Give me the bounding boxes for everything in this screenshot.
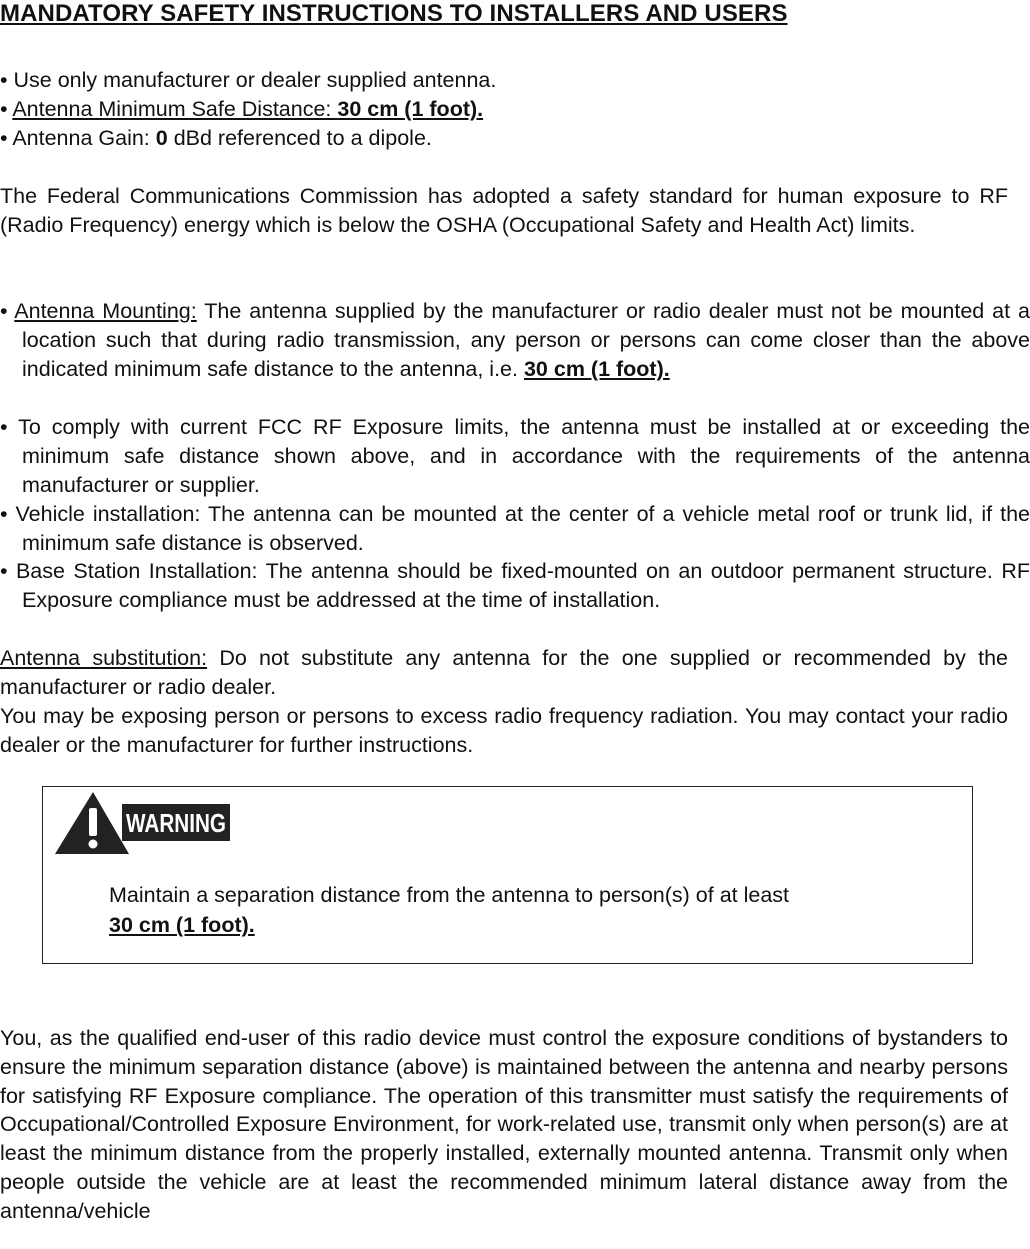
substitution-paragraph [0,644,1008,702]
exposure-warning-paragraph: You may be exposing person or persons to excess radio frequency radiation. You may contact your radio dealer or the manufacturer for further instructions. [0,704,1008,757]
spec-gain [0,124,1008,153]
final-paragraph: You, as the qualified end-user of this radio device must control the exposure conditions of bystanders to ensure the minimum separation distance (above) is maintained between the antenna and nearby persons for satisfying RF Exposure compliance. The operation of this transmitter must satisfy the requirements of Occupational/Controlled Exposure Environment, for work-related use, transmit only when person(s) are at least the minimum distance from the properly installed, externally mounted antenna. Transmit only when people outside the vehicle are at least the recommended minimum lateral distance away from the antenna/vehicle [0,1026,1008,1223]
substitution-text: Do not substitute any antenna for the one supplied or recommended by the manufacturer or radio dealer. [0,646,1009,699]
mounting-text: The antenna supplied by the manufacturer or radio dealer must not be mounted at a location such that during radio transmission, any person or persons can come closer than the above indicated minimum safe distance to the antenna, i.e. [22,299,1030,381]
warning-badge-text: WARNING [126,808,226,838]
warning-box [42,786,973,964]
min-distance-label [12,97,483,121]
gain-label: • Antenna Gain: [0,125,156,150]
fcc-paragraph: The Federal Communications Commission has adopted a safety standard for human exposure to RF (Radio Frequency) energy which is below the OSHA (Occupational Safety and Health Act) limits. [0,184,1008,237]
page-title: MANDATORY SAFETY INSTRUCTIONS TO INSTALLERS AND USERS [0,0,788,27]
gain-rest: dBd referenced to a dipole. [167,125,432,150]
spec-min-distance [0,95,1008,124]
spec-antenna-use: • Use only manufacturer or dealer supplied antenna. [0,68,497,92]
mounting-value: 30 cm (1 foot). [523,356,670,381]
vehicle-bullet: • Vehicle installation: The antenna can be mounted at the center of a vehicle metal roof or trunk lid, if the minimum safe distance is observed. [0,502,1030,555]
bullet: • [0,299,15,323]
antenna-specs [0,66,1008,152]
substitution-label: Antenna substitution: [0,646,208,670]
exclamation-bar [89,808,97,836]
exclamation-dot [89,840,98,849]
compliance-bullet: • To comply with current FCC RF Exposure limits, the antenna must be installed at or exceeding the minimum safe distance shown above, and in accordance with the requirements of the antenna manufacturer or supplier. [0,415,1030,497]
min-distance-value: 30 cm (1 foot). [337,96,484,121]
warning-message: Maintain a separation distance from the antenna to person(s) of at least [109,883,790,907]
min-distance-label-text: Antenna Minimum Safe Distance: [12,96,338,121]
gain-value: 0 [155,125,168,150]
bullet: • [0,96,13,121]
mounting-label: Antenna Mounting: [14,299,197,323]
warning-distance-value: 30 cm (1 foot). [109,913,255,937]
mounting-bullet [0,297,1030,383]
warning-icon [55,790,233,856]
warning-text-block [109,880,789,940]
base-station-bullet: • Base Station Installation: The antenna should be fixed-mounted on an outdoor permanent structure. RF Exposure compliance must be addressed at the time of installation. [0,559,1030,612]
